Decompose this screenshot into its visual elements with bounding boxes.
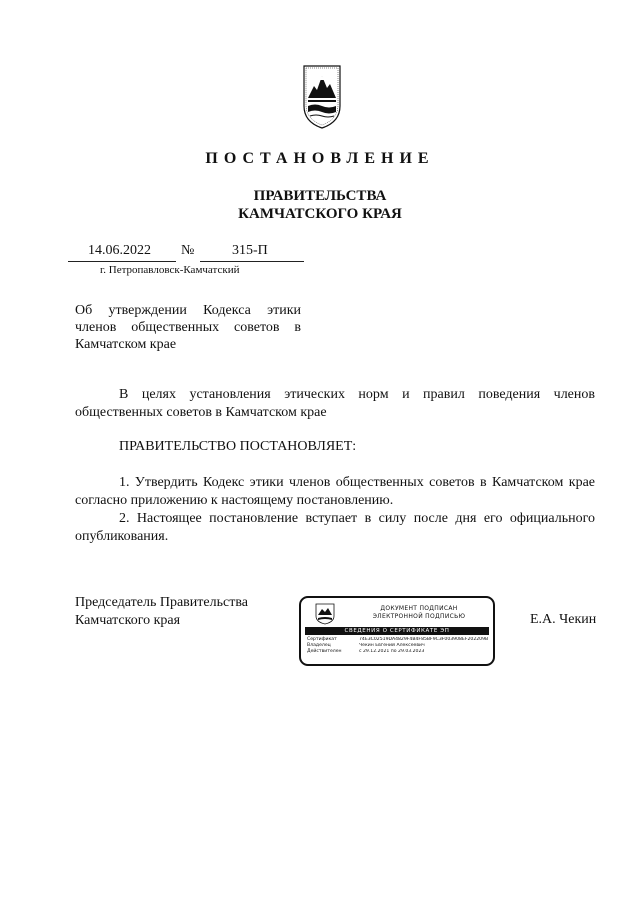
stamp-row-value: с 29.12.2021 по 29.03.2023 <box>359 649 425 654</box>
stamp-info-bar: СВЕДЕНИЯ О СЕРТИФИКАТЕ ЭП <box>305 627 489 635</box>
document-number: 315-П <box>232 243 268 258</box>
signer-position <box>75 594 248 630</box>
number-sign: № <box>181 243 195 258</box>
signer-position-line-1: Председатель Правительства <box>75 595 248 610</box>
stamp-header-line-2: ЭЛЕКТРОННОЙ ПОДПИСЬЮ <box>372 613 466 620</box>
stamp-row <box>307 649 491 655</box>
stamp-row-key: Владелец <box>307 643 331 648</box>
stamp-header <box>359 605 479 621</box>
document-subject: Об утверждении Кодекса этики членов общественных советов в Камчатском крае <box>75 303 301 352</box>
stamp-header-line-1: ДОКУМЕНТ ПОДПИСАН <box>380 605 458 612</box>
electronic-signature-stamp <box>299 596 495 666</box>
document-title: ПОСТАНОВЛЕНИЕ <box>205 150 435 167</box>
resolves-paragraph: ПРАВИТЕЛЬСТВО ПОСТАНОВЛЯЕТ: <box>119 439 357 454</box>
stamp-row-key: Действителен <box>307 649 342 654</box>
signer-name: Е.А. Чекин <box>530 612 597 627</box>
coat-of-arms-emblem <box>302 62 342 130</box>
stamp-row-value: 74E3C02519DA4829F4B4F85BF9C3F003908EF202209B <box>359 637 489 642</box>
stamp-details <box>307 637 491 655</box>
document-date: 14.06.2022 <box>88 243 151 258</box>
date-underline <box>68 261 176 262</box>
signer-position-line-2: Камчатского края <box>75 613 181 628</box>
stamp-row-value: Чекин Евгений Алексеевич <box>359 643 425 648</box>
issuer-line-2: КАМЧАТСКОГО КРАЯ <box>238 206 402 222</box>
issue-city: г. Петропавловск-Камчатский <box>100 264 240 276</box>
stamp-emblem-icon <box>315 603 335 625</box>
issuer-line-1: ПРАВИТЕЛЬСТВА <box>253 188 387 204</box>
item-1-paragraph: 1. Утвердить Кодекс этики членов общественных советов в Камчатском крае согласно приложению к настоящему постановлению. <box>75 475 595 508</box>
issuer-block <box>0 187 640 223</box>
number-underline <box>200 261 304 262</box>
stamp-row-key: Сертификат <box>307 637 337 642</box>
preamble-paragraph: В целях установления этических норм и правил поведения членов общественных советов в Камчатском крае <box>75 387 595 420</box>
item-2-paragraph: 2. Настоящее постановление вступает в силу после дня его официального опубликования. <box>75 511 595 544</box>
